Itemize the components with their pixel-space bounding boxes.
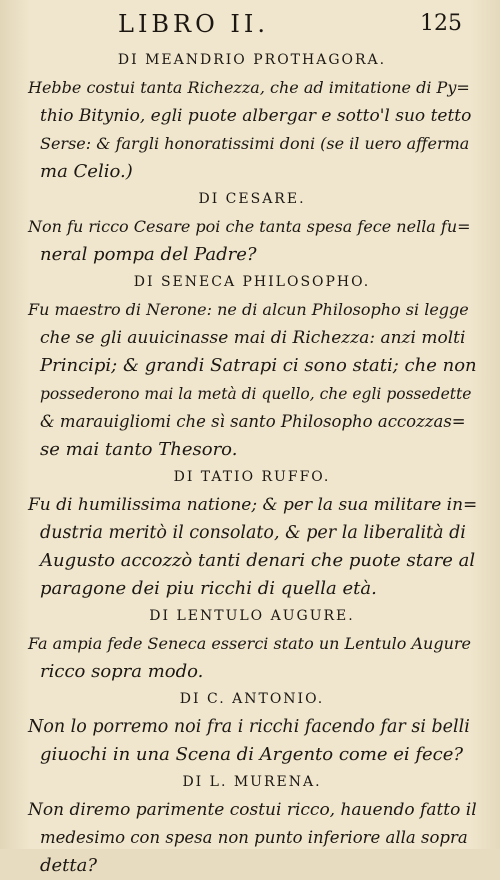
text-line: Principi; & grandi Satrapi ci sono stati; che non [40,355,477,376]
section-heading: DI LENTULO AUGURE. [149,608,355,624]
text-line: neral pompa del Padre? [40,244,257,265]
text-line: Hebbe costui tanta Richezza, che ad imitatione di Py= [28,78,470,97]
page-number: 125 [420,11,462,36]
section-heading: DI SENECA PHILOSOPHO. [133,274,371,290]
text-line: Non lo porremo noi fra i ricchi facendo far si belli [28,717,470,737]
text-line: ma Celio.) [40,161,133,182]
text-line: Fa ampia fede Seneca esserci stato un Lentulo Augure [28,634,471,653]
running-title: LIBRO II. [118,10,270,38]
section-heading: DI C. ANTONIO. [179,691,325,707]
text-line: ricco sopra modo. [40,661,204,682]
text-line: dustria meritò il consolato, & per la liberalità di [40,523,466,543]
text-line: se mai tanto Thesoro. [40,439,238,460]
text-line: paragone dei piu ricchi di quella età. [40,578,377,599]
text-line: Non diremo parimente costui ricco, hauendo fatto il [28,800,477,820]
text-line: giuochi in una Scena di Argento come ei fece? [40,744,464,765]
text-line: Fu maestro di Nerone: ne di alcun Philosopho si legge [28,300,469,319]
section-heading: DI L. MURENA. [182,774,322,790]
text-line: medesimo con spesa non punto inferiore alla sopra [40,828,468,847]
section-heading: DI TATIO RUFFO. [173,469,331,485]
text-line: & marauigliomi che sì santo Philosopho accozzas= [40,412,466,431]
text-line: detta? [40,855,98,876]
section-heading: DI CESARE. [198,191,306,207]
page-body [28,47,476,880]
text-line: possederono mai la metà di quello, che egli possedette [40,385,472,403]
text-line: Non fu ricco Cesare poi che tanta spesa fece nella fu= [28,217,471,236]
text-line: Fu di humilissima natione; & per la sua militare in= [28,495,478,515]
text-line: Serse: & fargli honoratissimi doni (se il uero afferma [40,134,470,153]
section-heading: DI MEANDRIO PROTHAGORA. [117,52,387,68]
text-line: thio Bitynio, egli puote albergar e sotto'l suo tetto [40,106,472,126]
text-line: che se gli auuicinasse mai di Richezza: anzi molti [40,328,466,348]
text-line: Augusto accozzò tanti denari che puote stare al [40,550,476,571]
